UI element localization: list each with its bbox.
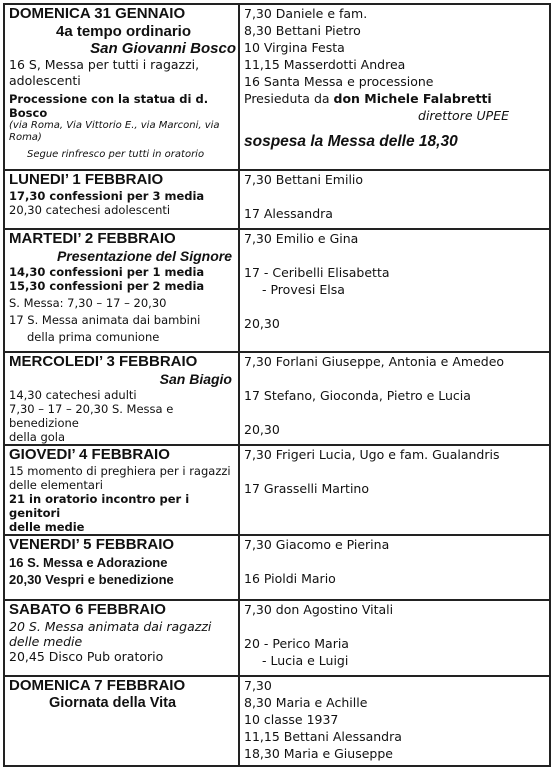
day-title: DOMENICA 31 GENNAIO	[9, 5, 186, 22]
event-line: 20,30 Vespri e benedizione	[9, 572, 174, 587]
day-events-cell	[4, 535, 239, 600]
day-title: LUNEDI’ 1 FEBBRAIO	[9, 171, 164, 188]
event-line: 7,30 – 17 – 20,30 S. Messa e benedizione	[9, 402, 174, 430]
celebrant-role: direttore UPEE	[418, 108, 509, 123]
day-row	[4, 445, 550, 535]
mass-intentions-cell	[239, 676, 550, 766]
event-line: Segue rinfresco per tutti in oratorio	[27, 149, 205, 160]
intention-line: 7,30 Daniele e fam.	[244, 6, 368, 21]
event-line: delle elementari	[9, 478, 103, 492]
intention-line: 10 Virgina Festa	[244, 40, 345, 55]
intention-line: 18,30 Maria e Giuseppe	[244, 746, 393, 761]
intention-line: 16 Pioldi Mario	[244, 571, 336, 586]
day-events-cell	[4, 352, 239, 445]
day-subtitle: 4a tempo ordinario	[55, 23, 192, 40]
event-line: 17 S. Messa animata dai bambini	[9, 313, 201, 327]
event-line: 16 S, Messa per tutti i ragazzi,	[9, 57, 200, 72]
day-title: SABATO 6 FEBBRAIO	[9, 601, 166, 618]
intention-line: 7,30 Bettani Emilio	[244, 172, 364, 187]
day-events-cell	[4, 600, 239, 676]
day-events-cell	[4, 229, 239, 352]
day-row	[4, 600, 550, 676]
day-title: GIOVEDI’ 4 FEBBRAIO	[9, 446, 170, 463]
day-title: VENERDI’ 5 FEBBRAIO	[9, 536, 175, 553]
day-row	[4, 352, 550, 445]
day-title: MERCOLEDI’ 3 FEBBRAIO	[9, 353, 198, 370]
day-title: DOMENICA 7 FEBBRAIO	[9, 677, 186, 694]
event-line: 20 S. Messa animata dai ragazzi	[9, 619, 212, 634]
event-line: 20,30 catechesi adolescenti	[9, 203, 171, 217]
event-line: 14,30 confessioni per 1 media	[9, 265, 205, 279]
day-row	[4, 676, 550, 766]
day-subtitle: San Biagio	[159, 371, 232, 387]
intention-line: - Lucia e Luigi	[262, 653, 349, 668]
event-line: 14,30 catechesi adulti	[9, 388, 137, 402]
intention-line: 17 Alessandra	[244, 206, 333, 221]
intention-line: 7,30 don Agostino Vitali	[244, 602, 394, 617]
intention-line: 17 Stefano, Gioconda, Pietro e Lucia	[244, 388, 471, 403]
intention-line: 17 - Ceribelli Elisabetta	[244, 265, 390, 280]
intention-line: 8,30 Bettani Pietro	[244, 23, 361, 38]
event-line: Processione con la statua di d. Bosco	[9, 92, 209, 120]
intention-line: 7,30 Frigeri Lucia, Ugo e fam. Gualandris	[244, 447, 500, 462]
event-line: 15 momento di preghiera per i ragazzi	[9, 464, 231, 478]
event-line: 17,30 confessioni per 3 media	[9, 189, 205, 203]
event-line: (via Roma, Via Vittorio E., via Marconi, via Roma)	[9, 120, 220, 143]
event-line: della prima comunione	[27, 330, 160, 344]
intention-line: - Provesi Elsa	[262, 282, 345, 297]
event-line: delle medie	[9, 520, 85, 534]
event-line: adolescenti	[9, 73, 81, 88]
intention-line	[244, 90, 549, 107]
event-line: 16 S. Messa e Adorazione	[9, 555, 168, 570]
intention-line: 20,30	[244, 316, 280, 331]
intention-line: 7,30 Giacomo e Pierina	[244, 537, 390, 552]
day-events-cell	[4, 445, 239, 535]
mass-intentions-cell	[239, 535, 550, 600]
intention-text: Presieduta da	[244, 91, 334, 106]
day-events-cell	[4, 4, 239, 170]
event-line: 20,45 Disco Pub oratorio	[9, 649, 164, 664]
mass-intentions-cell	[239, 352, 550, 445]
intention-line: 16 Santa Messa e processione	[244, 74, 434, 89]
day-row	[4, 4, 550, 170]
intention-line: 17 Grasselli Martino	[244, 481, 369, 496]
intention-line: 7,30 Emilio e Gina	[244, 231, 359, 246]
mass-intentions-cell	[239, 170, 550, 229]
day-row	[4, 170, 550, 229]
mass-intentions-cell	[239, 4, 550, 170]
day-row	[4, 535, 550, 600]
intention-line: 20,30	[244, 422, 280, 437]
day-subtitle: Giornata della Vita	[49, 695, 177, 711]
event-line: 21 in oratorio incontro per i genitori	[9, 492, 190, 520]
mass-intentions-cell	[239, 229, 550, 352]
intention-line: 20 - Perico Maria	[244, 636, 349, 651]
intention-line: 10 classe 1937	[244, 712, 339, 727]
mass-intentions-cell	[239, 600, 550, 676]
day-events-cell	[4, 676, 239, 766]
intention-line: 7,30	[244, 678, 272, 693]
intention-line: 11,15 Masserdotti Andrea	[244, 57, 406, 72]
day-subtitle: Presentazione del Signore	[56, 248, 232, 264]
intention-line: 11,15 Bettani Alessandra	[244, 729, 402, 744]
event-line: 15,30 confessioni per 2 media	[9, 279, 205, 293]
event-line: delle medie	[9, 634, 83, 649]
day-row	[4, 229, 550, 352]
schedule-table	[3, 3, 551, 767]
event-line: S. Messa: 7,30 – 17 – 20,30	[9, 296, 167, 310]
intention-line: 7,30 Forlani Giuseppe, Antonia e Amedeo	[244, 354, 505, 369]
day-saint: San Giovanni Bosco	[90, 40, 236, 57]
day-events-cell	[4, 170, 239, 229]
mass-intentions-cell	[239, 445, 550, 535]
day-title: MARTEDI’ 2 FEBBRAIO	[9, 230, 176, 247]
intention-line: 8,30 Maria e Achille	[244, 695, 368, 710]
celebrant-name: don Michele Falabretti	[333, 91, 492, 106]
suspended-mass-notice: sospesa la Messa delle 18,30	[244, 133, 458, 150]
event-line: della gola	[9, 430, 66, 444]
